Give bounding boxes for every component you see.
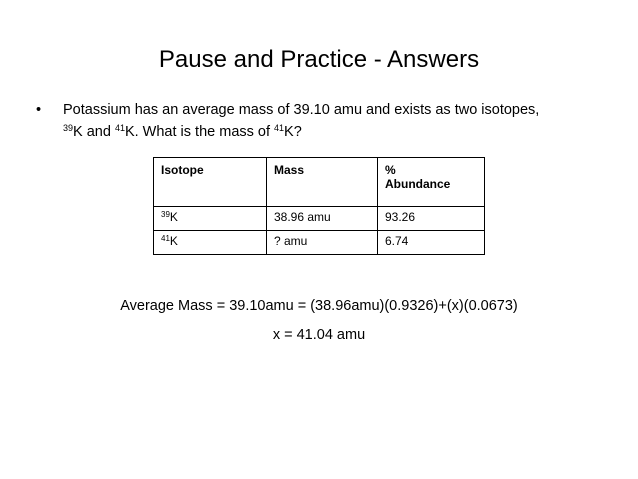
header-mass: Mass (267, 158, 378, 207)
table-row (154, 207, 485, 231)
bullet-marker: • (36, 102, 42, 118)
isotope-table (153, 157, 485, 255)
equation-line: Average Mass = 39.10amu = (38.96amu)(0.9326)+(x)(0.0673) (120, 298, 518, 314)
cell-mass: ? amu (267, 231, 378, 255)
bullet-line-1: Potassium has an average mass of 39.10 amu and exists as two isotopes, (63, 102, 540, 118)
cell-isotope (154, 207, 267, 231)
cell-isotope-symbol: K (169, 234, 178, 248)
bullet-line-2-text-2: K. What is the mass of (124, 124, 275, 140)
cell-isotope-symbol: K (169, 210, 178, 224)
header-abundance (378, 158, 485, 207)
table-header-row (154, 158, 485, 207)
superscript-39: 39 (63, 123, 74, 133)
answer-line: x = 41.04 amu (272, 327, 366, 343)
cell-mass: 38.96 amu (267, 207, 378, 231)
bullet-line-2-text-3: K? (284, 124, 302, 140)
table-row (154, 231, 485, 255)
bullet-item (36, 99, 626, 143)
bullet-line-2-text-1: K and (73, 124, 115, 140)
header-abundance-label: Abundance (385, 177, 451, 191)
bullet-line-2 (63, 121, 626, 143)
cell-abundance: 6.74 (378, 231, 485, 255)
header-abundance-percent: % (385, 163, 396, 177)
cell-isotope-mass-number: 41 (161, 234, 170, 243)
superscript-41: 41 (114, 123, 125, 133)
cell-isotope (154, 231, 267, 255)
cell-isotope-mass-number: 39 (161, 210, 170, 219)
header-isotope: Isotope (154, 158, 267, 207)
slide-title: Pause and Practice - Answers (158, 46, 480, 73)
bullet-text (63, 99, 626, 143)
superscript-41-question: 41 (274, 123, 285, 133)
cell-abundance: 93.26 (378, 207, 485, 231)
